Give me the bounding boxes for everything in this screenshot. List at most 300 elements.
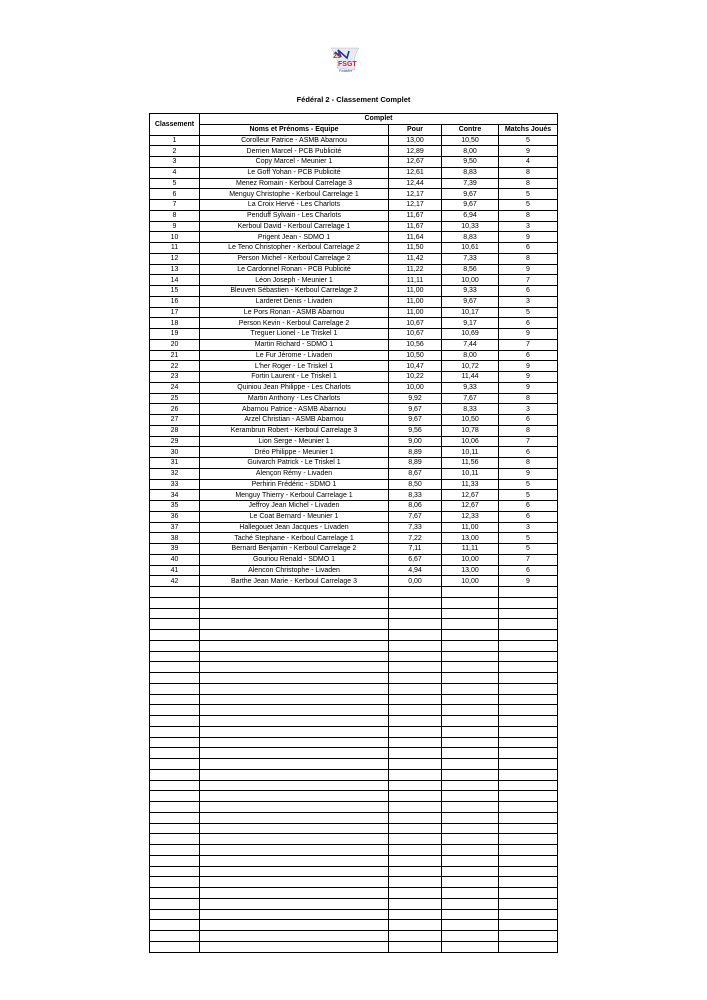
empty-cell	[389, 845, 442, 856]
name-cell: Dréo Philippe - Meunier 1	[200, 447, 389, 458]
empty-row	[150, 748, 558, 759]
empty-cell	[150, 834, 200, 845]
empty-cell	[200, 705, 389, 716]
contre-cell: 13,00	[442, 565, 499, 576]
empty-cell	[150, 802, 200, 813]
name-cell: Le Fur Jérome - Livaden	[200, 350, 389, 361]
empty-cell	[150, 845, 200, 856]
table-row	[150, 296, 558, 307]
matchs-cell: 7	[499, 554, 558, 565]
empty-cell	[389, 866, 442, 877]
table-row	[150, 157, 558, 168]
svg-text:FSGT: FSGT	[338, 61, 357, 68]
empty-cell	[442, 608, 499, 619]
matchs-cell: 3	[499, 221, 558, 232]
matchs-cell: 9	[499, 576, 558, 587]
contre-cell: 7,33	[442, 253, 499, 264]
name-cell: Barthe Jean Marie - Kerboul Carrelage 3	[200, 576, 389, 587]
table-row	[150, 243, 558, 254]
empty-cell	[442, 888, 499, 899]
empty-row	[150, 769, 558, 780]
name-cell: La Croix Hervé - Les Charlots	[200, 200, 389, 211]
header-classement: Classement	[150, 114, 200, 136]
empty-cell	[499, 769, 558, 780]
empty-cell	[442, 587, 499, 598]
empty-cell	[200, 941, 389, 952]
empty-cell	[389, 834, 442, 845]
empty-cell	[499, 898, 558, 909]
table-row	[150, 189, 558, 200]
matchs-cell: 6	[499, 350, 558, 361]
pour-cell: 10,00	[389, 382, 442, 393]
contre-cell: 7,39	[442, 178, 499, 189]
empty-cell	[389, 791, 442, 802]
pour-cell: 8,89	[389, 447, 442, 458]
empty-cell	[200, 888, 389, 899]
table-row	[150, 425, 558, 436]
table-row	[150, 468, 558, 479]
pour-cell: 0,00	[389, 576, 442, 587]
empty-cell	[442, 705, 499, 716]
name-cell: Treguer Lionel - Le Triskel 1	[200, 329, 389, 340]
contre-cell: 9,33	[442, 382, 499, 393]
empty-cell	[389, 812, 442, 823]
matchs-cell: 5	[499, 200, 558, 211]
contre-cell: 10,50	[442, 415, 499, 426]
table-row	[150, 436, 558, 447]
empty-cell	[150, 909, 200, 920]
pour-cell: 12,67	[389, 157, 442, 168]
empty-cell	[499, 608, 558, 619]
table-row	[150, 479, 558, 490]
rank-cell: 15	[150, 286, 200, 297]
pour-cell: 8,06	[389, 501, 442, 512]
contre-cell: 8,00	[442, 350, 499, 361]
matchs-cell: 5	[499, 479, 558, 490]
matchs-cell: 6	[499, 286, 558, 297]
empty-cell	[442, 823, 499, 834]
table-row	[150, 565, 558, 576]
rank-cell: 38	[150, 533, 200, 544]
name-cell: Gouriou Renald - SDMO 1	[200, 554, 389, 565]
pour-cell: 11,22	[389, 264, 442, 275]
pour-cell: 7,22	[389, 533, 442, 544]
table-row	[150, 210, 558, 221]
pour-cell: 6,67	[389, 554, 442, 565]
svg-text:Finistère: Finistère	[339, 69, 353, 73]
table-row	[150, 253, 558, 264]
table-row	[150, 264, 558, 275]
empty-row	[150, 812, 558, 823]
table-row	[150, 372, 558, 383]
contre-cell: 7,44	[442, 339, 499, 350]
empty-cell	[499, 673, 558, 684]
rank-cell: 20	[150, 339, 200, 350]
rank-cell: 11	[150, 243, 200, 254]
pour-cell: 10,56	[389, 339, 442, 350]
table-row	[150, 522, 558, 533]
empty-row	[150, 587, 558, 598]
rank-cell: 13	[150, 264, 200, 275]
contre-cell: 9,67	[442, 200, 499, 211]
empty-cell	[499, 726, 558, 737]
matchs-cell: 8	[499, 167, 558, 178]
matchs-cell: 8	[499, 425, 558, 436]
empty-cell	[389, 931, 442, 942]
empty-row	[150, 640, 558, 651]
contre-cell: 12,33	[442, 511, 499, 522]
matchs-cell: 5	[499, 533, 558, 544]
empty-cell	[499, 705, 558, 716]
empty-cell	[200, 823, 389, 834]
matchs-cell: 5	[499, 307, 558, 318]
matchs-cell: 6	[499, 447, 558, 458]
empty-cell	[442, 898, 499, 909]
empty-cell	[150, 823, 200, 834]
empty-cell	[150, 673, 200, 684]
empty-cell	[499, 855, 558, 866]
empty-cell	[389, 737, 442, 748]
empty-cell	[150, 651, 200, 662]
matchs-cell: 9	[499, 264, 558, 275]
empty-cell	[499, 587, 558, 598]
rank-cell: 6	[150, 189, 200, 200]
pour-cell: 9,56	[389, 425, 442, 436]
rank-cell: 23	[150, 372, 200, 383]
rank-cell: 32	[150, 468, 200, 479]
matchs-cell: 9	[499, 382, 558, 393]
table-row	[150, 135, 558, 146]
empty-cell	[442, 640, 499, 651]
page-title: Fédéral 2 - Classement Complet	[296, 95, 411, 104]
pour-cell: 9,92	[389, 393, 442, 404]
empty-row	[150, 855, 558, 866]
pour-cell: 11,00	[389, 286, 442, 297]
pour-cell: 9,00	[389, 436, 442, 447]
empty-row	[150, 845, 558, 856]
name-cell: Copy Marcel - Meunier 1	[200, 157, 389, 168]
empty-cell	[442, 748, 499, 759]
empty-row	[150, 909, 558, 920]
table-row	[150, 576, 558, 587]
pour-cell: 10,67	[389, 329, 442, 340]
contre-cell: 9,67	[442, 296, 499, 307]
empty-cell	[389, 780, 442, 791]
name-cell: Menez Romain - Kerboul Carrelage 3	[200, 178, 389, 189]
rank-cell: 26	[150, 404, 200, 415]
empty-cell	[150, 640, 200, 651]
empty-cell	[442, 630, 499, 641]
empty-cell	[200, 780, 389, 791]
empty-row	[150, 597, 558, 608]
rank-cell: 39	[150, 544, 200, 555]
empty-cell	[442, 802, 499, 813]
rank-cell: 34	[150, 490, 200, 501]
empty-cell	[200, 920, 389, 931]
name-cell: L'her Roger - Le Triskel 1	[200, 361, 389, 372]
matchs-cell: 5	[499, 544, 558, 555]
empty-cell	[200, 909, 389, 920]
matchs-cell: 9	[499, 146, 558, 157]
empty-cell	[200, 834, 389, 845]
pour-cell: 12,89	[389, 146, 442, 157]
empty-row	[150, 705, 558, 716]
matchs-cell: 9	[499, 361, 558, 372]
matchs-cell: 8	[499, 210, 558, 221]
contre-cell: 10,61	[442, 243, 499, 254]
empty-cell	[150, 608, 200, 619]
empty-cell	[200, 748, 389, 759]
empty-cell	[499, 812, 558, 823]
empty-row	[150, 823, 558, 834]
contre-cell: 6,94	[442, 210, 499, 221]
empty-cell	[389, 823, 442, 834]
empty-cell	[150, 716, 200, 727]
rank-cell: 40	[150, 554, 200, 565]
pour-cell: 11,42	[389, 253, 442, 264]
empty-cell	[389, 909, 442, 920]
empty-row	[150, 759, 558, 770]
empty-cell	[442, 941, 499, 952]
contre-cell: 12,67	[442, 501, 499, 512]
empty-cell	[200, 877, 389, 888]
empty-cell	[200, 597, 389, 608]
matchs-cell: 9	[499, 468, 558, 479]
contre-cell: 10,69	[442, 329, 499, 340]
empty-cell	[150, 630, 200, 641]
matchs-cell: 7	[499, 436, 558, 447]
empty-cell	[150, 662, 200, 673]
table-row	[150, 490, 558, 501]
header-noms: Noms et Prénoms - Equipe	[200, 124, 389, 135]
matchs-cell: 9	[499, 232, 558, 243]
matchs-cell: 5	[499, 490, 558, 501]
table-row	[150, 361, 558, 372]
contre-cell: 10,00	[442, 554, 499, 565]
empty-cell	[499, 683, 558, 694]
matchs-cell: 8	[499, 178, 558, 189]
name-cell: Kerambrun Robert - Kerboul Carrelage 3	[200, 425, 389, 436]
empty-cell	[499, 737, 558, 748]
empty-cell	[442, 726, 499, 737]
table-row	[150, 286, 558, 297]
empty-cell	[442, 769, 499, 780]
empty-cell	[442, 931, 499, 942]
empty-cell	[150, 780, 200, 791]
contre-cell: 9,50	[442, 157, 499, 168]
pour-cell: 12,17	[389, 189, 442, 200]
empty-cell	[200, 802, 389, 813]
pour-cell: 11,67	[389, 221, 442, 232]
pour-cell: 9,67	[389, 404, 442, 415]
empty-cell	[200, 673, 389, 684]
contre-cell: 10,11	[442, 468, 499, 479]
pour-cell: 13,00	[389, 135, 442, 146]
pour-cell: 11,00	[389, 296, 442, 307]
empty-cell	[200, 716, 389, 727]
rank-cell: 12	[150, 253, 200, 264]
name-cell: Derrien Marcel - PCB Publicité	[200, 146, 389, 157]
matchs-cell: 6	[499, 318, 558, 329]
empty-cell	[442, 812, 499, 823]
contre-cell: 10,72	[442, 361, 499, 372]
matchs-cell: 7	[499, 275, 558, 286]
name-cell: Le Goff Yohan - PCB Publicité	[200, 167, 389, 178]
empty-cell	[200, 651, 389, 662]
empty-cell	[442, 737, 499, 748]
empty-row	[150, 888, 558, 899]
name-cell: Abarnou Patrice - ASMB Abarnou	[200, 404, 389, 415]
empty-cell	[499, 941, 558, 952]
ranking-table	[149, 113, 558, 953]
empty-cell	[442, 673, 499, 684]
empty-row	[150, 791, 558, 802]
empty-cell	[150, 791, 200, 802]
name-cell: Bleuven Sébastien - Kerboul Carrelage 2	[200, 286, 389, 297]
empty-cell	[389, 597, 442, 608]
empty-cell	[389, 716, 442, 727]
rank-cell: 14	[150, 275, 200, 286]
empty-cell	[389, 694, 442, 705]
empty-cell	[150, 920, 200, 931]
pour-cell: 7,11	[389, 544, 442, 555]
matchs-cell: 3	[499, 522, 558, 533]
name-cell: Lion Serge - Meunier 1	[200, 436, 389, 447]
empty-cell	[389, 619, 442, 630]
contre-cell: 10,78	[442, 425, 499, 436]
name-cell: Quiniou Jean Philippe - Les Charlots	[200, 382, 389, 393]
empty-cell	[499, 640, 558, 651]
pour-cell: 12,17	[389, 200, 442, 211]
empty-cell	[389, 855, 442, 866]
rank-cell: 2	[150, 146, 200, 157]
pour-cell: 10,47	[389, 361, 442, 372]
empty-row	[150, 716, 558, 727]
contre-cell: 10,33	[442, 221, 499, 232]
header-matchs: Matchs Joués	[499, 124, 558, 135]
name-cell: Person Michel - Kerboul Carrelage 2	[200, 253, 389, 264]
contre-cell: 12,67	[442, 490, 499, 501]
table-row	[150, 415, 558, 426]
rank-cell: 41	[150, 565, 200, 576]
name-cell: Léon Joseph - Meunier 1	[200, 275, 389, 286]
contre-cell: 10,11	[442, 447, 499, 458]
empty-cell	[499, 651, 558, 662]
pour-cell: 11,67	[389, 210, 442, 221]
rank-cell: 5	[150, 178, 200, 189]
table-row	[150, 554, 558, 565]
contre-cell: 13,00	[442, 533, 499, 544]
name-cell: Jeffroy Jean Michel - Livaden	[200, 501, 389, 512]
empty-row	[150, 941, 558, 952]
empty-row	[150, 802, 558, 813]
rank-cell: 25	[150, 393, 200, 404]
empty-cell	[499, 791, 558, 802]
contre-cell: 11,44	[442, 372, 499, 383]
rank-cell: 27	[150, 415, 200, 426]
contre-cell: 8,33	[442, 404, 499, 415]
empty-cell	[200, 662, 389, 673]
empty-cell	[499, 931, 558, 942]
pour-cell: 11,00	[389, 307, 442, 318]
matchs-cell: 6	[499, 501, 558, 512]
table-row	[150, 393, 558, 404]
empty-cell	[200, 855, 389, 866]
empty-cell	[150, 587, 200, 598]
pour-cell: 12,44	[389, 178, 442, 189]
contre-cell: 10,50	[442, 135, 499, 146]
empty-cell	[389, 877, 442, 888]
empty-cell	[499, 909, 558, 920]
rank-cell: 31	[150, 458, 200, 469]
pour-cell: 8,50	[389, 479, 442, 490]
empty-cell	[389, 759, 442, 770]
rank-cell: 10	[150, 232, 200, 243]
rank-cell: 37	[150, 522, 200, 533]
table-row	[150, 404, 558, 415]
rank-cell: 29	[150, 436, 200, 447]
name-cell: Le Teno Christopher - Kerboul Carrelage 2	[200, 243, 389, 254]
rank-cell: 28	[150, 425, 200, 436]
empty-cell	[150, 619, 200, 630]
empty-cell	[200, 630, 389, 641]
pour-cell: 9,67	[389, 415, 442, 426]
table-row	[150, 232, 558, 243]
name-cell: Larderet Denis - Livaden	[200, 296, 389, 307]
contre-cell: 9,33	[442, 286, 499, 297]
empty-cell	[499, 920, 558, 931]
empty-cell	[150, 769, 200, 780]
fsgt-logo	[325, 46, 373, 76]
empty-cell	[499, 630, 558, 641]
pour-cell: 11,64	[389, 232, 442, 243]
rank-cell: 35	[150, 501, 200, 512]
matchs-cell: 6	[499, 243, 558, 254]
contre-cell: 9,67	[442, 189, 499, 200]
contre-cell: 11,00	[442, 522, 499, 533]
rank-cell: 36	[150, 511, 200, 522]
rank-cell: 19	[150, 329, 200, 340]
name-cell: Menguy Thierry - Kerboul Carrelage 1	[200, 490, 389, 501]
matchs-cell: 5	[499, 189, 558, 200]
pour-cell: 10,67	[389, 318, 442, 329]
empty-cell	[389, 769, 442, 780]
empty-row	[150, 931, 558, 942]
contre-cell: 8,83	[442, 167, 499, 178]
name-cell: Le Coat Bernard - Meunier 1	[200, 511, 389, 522]
rank-cell: 42	[150, 576, 200, 587]
matchs-cell: 8	[499, 393, 558, 404]
table-row	[150, 447, 558, 458]
pour-cell: 4,94	[389, 565, 442, 576]
empty-cell	[200, 931, 389, 942]
empty-cell	[499, 834, 558, 845]
empty-cell	[442, 845, 499, 856]
empty-cell	[442, 716, 499, 727]
empty-cell	[499, 866, 558, 877]
empty-cell	[200, 845, 389, 856]
matchs-cell: 5	[499, 135, 558, 146]
empty-cell	[150, 759, 200, 770]
matchs-cell: 6	[499, 415, 558, 426]
table-row	[150, 511, 558, 522]
empty-row	[150, 780, 558, 791]
table-row	[150, 200, 558, 211]
contre-cell: 10,00	[442, 275, 499, 286]
empty-cell	[389, 802, 442, 813]
empty-cell	[499, 662, 558, 673]
empty-cell	[389, 673, 442, 684]
